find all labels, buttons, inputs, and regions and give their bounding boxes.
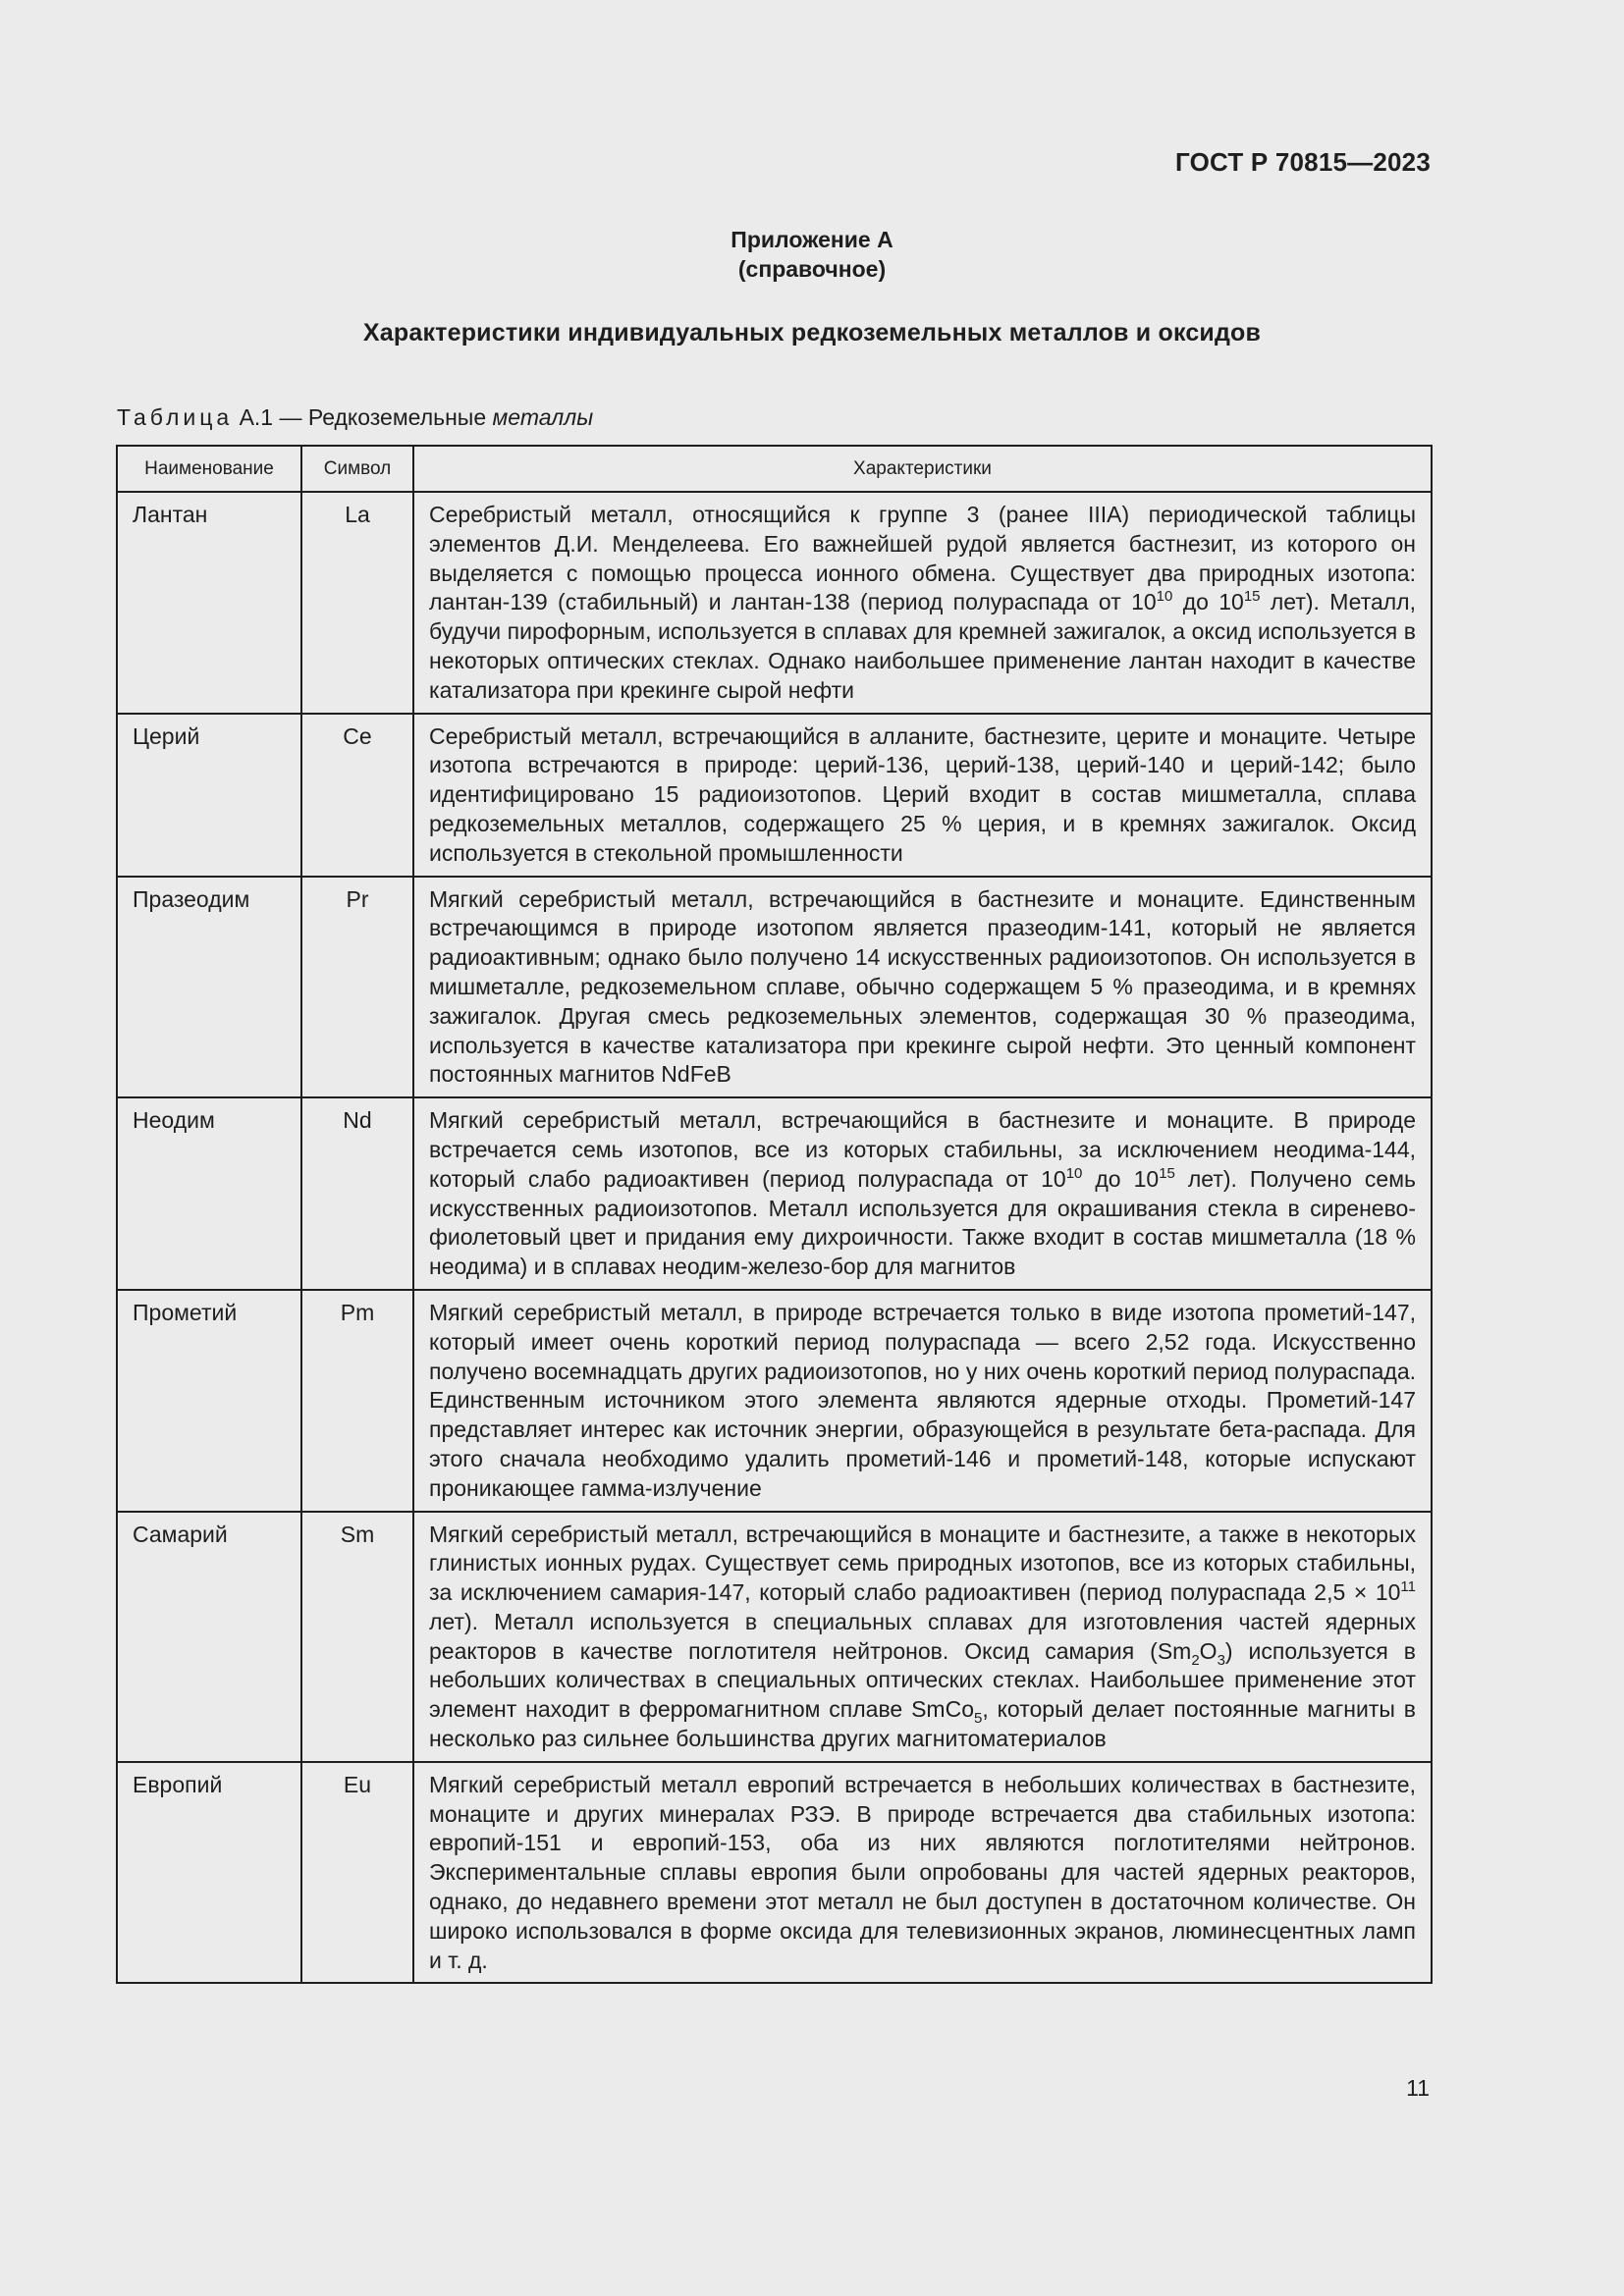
description-text: Мягкий серебристый металл, встречающийся в монаците и бастнезите, а также в некоторых глинистых ионных рудах. Существует семь природных изотопов, все из которых стабильны, за исключением самария-147, который слабо радиоактивен (период полураспада 2,5 × 10 bbox=[429, 1521, 1416, 1606]
element-name: Европий bbox=[117, 1762, 301, 1984]
superscript: 10 bbox=[1156, 588, 1173, 606]
appendix-subtitle: (справочное) bbox=[737, 256, 887, 282]
superscript: 11 bbox=[1400, 1578, 1416, 1596]
element-description: Серебристый металл, встречающийся в алланите, бастнезите, церите и монаците. Четыре изотопа встречаются в природе: церий-136, церий-138, церий-140 и церий-142; было идентифицировано 15 радиоизотопов. Церий входит в состав мишметалла, сплава редкоземельных металлов, содержащего 25 % церия, и в кремнях зажигалок. Оксид используется в стекольной промышленности bbox=[413, 714, 1432, 877]
element-symbol: Eu bbox=[301, 1762, 413, 1984]
table-row bbox=[117, 1512, 1432, 1762]
element-description bbox=[413, 1512, 1432, 1762]
table-header-row bbox=[117, 446, 1432, 492]
description-text: лет). Металл, будучи пирофорным, используется в сплавах для кремней зажигалок, а оксид используется в некоторых оптических стеклах. Однако наибольшее применение лантан находит в качестве катализатора при крекинге сырой нефти bbox=[429, 589, 1416, 703]
subscript: 5 bbox=[974, 1710, 983, 1728]
element-symbol: Pm bbox=[301, 1290, 413, 1512]
description-text: ) используется в небольших количествах в специальных оптических стеклах. Наибольшее применение этот элемент находит в ферромагнитном сплаве SmCo bbox=[429, 1637, 1416, 1723]
column-header-characteristics: Характеристики bbox=[413, 446, 1432, 492]
element-symbol: Sm bbox=[301, 1512, 413, 1762]
element-name: Прометий bbox=[117, 1290, 301, 1512]
description-text: лет). Получено семь искусственных радиоизотопов. Металл используется для окрашивания стекла в сиренево-фиолетовый цвет и придания ему дихроичности. Также входит в состав мишметалла (18 % неодима) и в сплавах неодим-железо-бор для магнитов bbox=[429, 1165, 1416, 1280]
description-text: до 10 bbox=[1082, 1165, 1160, 1192]
superscript: 10 bbox=[1065, 1164, 1083, 1182]
table-row bbox=[117, 877, 1432, 1098]
superscript: 15 bbox=[1243, 588, 1261, 606]
description-text: лет). Металл используется в специальных сплавах для изготовления частей ядерных реакторов в качестве поглотителя нейтронов. Оксид самария (Sm bbox=[429, 1608, 1416, 1664]
description-text: , который делает постоянные магниты в несколько раз сильнее большинства других магнитоматериалов bbox=[429, 1696, 1416, 1752]
element-name: Лантан bbox=[117, 492, 301, 714]
description-text: O bbox=[1199, 1637, 1218, 1664]
document-code: ГОСТ Р 70815—2023 bbox=[1175, 147, 1431, 177]
element-description bbox=[413, 492, 1432, 714]
subscript: 2 bbox=[1191, 1651, 1200, 1669]
element-symbol: Ce bbox=[301, 714, 413, 877]
description-text: до 10 bbox=[1172, 589, 1244, 615]
table-row bbox=[117, 1097, 1432, 1290]
description-text: Серебристый металл, относящийся к группе 3 (ранее IIIA) периодической таблицы элементов Д.И. Менделеева. Его важнейшей рудой является бастнезит, из которого он выделяется с помощью процесса ионного обмена. Существует два природных изотопа: лантан-139 (стабильный) и лантан-138 (период полураспада от 10 bbox=[429, 502, 1416, 615]
element-name: Празеодим bbox=[117, 877, 301, 1098]
table-caption-number: А.1 — Редкоземельные bbox=[233, 404, 493, 430]
table-row bbox=[117, 1290, 1432, 1512]
appendix-title: Приложение А bbox=[731, 227, 893, 252]
element-description bbox=[413, 1097, 1432, 1290]
column-header-name: Наименование bbox=[117, 446, 301, 492]
table-row bbox=[117, 492, 1432, 714]
subscript: 3 bbox=[1217, 1651, 1225, 1669]
section-title: Характеристики индивидуальных редкоземельных металлов и оксидов bbox=[362, 319, 1262, 347]
element-description: Мягкий серебристый металл, встречающийся в бастнезите и монаците. Единственным встречающимся в природе изотопом является празеодим-141, который не является радиоактивным; однако было получено 14 искусственных радиоизотопов. Он используется в мишметалле, редкоземельном сплаве, обычно содержащем 5 % празеодима, и в кремнях зажигалок. Другая смесь редкоземельных элементов, содержащая 30 % празеодима, используется в качестве катализатора при крекинге сырой нефти. Это ценный компонент постоянных магнитов NdFeB bbox=[413, 877, 1432, 1098]
table-caption-prefix: Таблица bbox=[117, 404, 234, 430]
element-description: Мягкий серебристый металл европий встречается в небольших количествах в бастнезите, монаците и других минералах РЗЭ. В природе встречается два стабильных изотопа: европий-151 и европий-153, оба из них являются поглотителями нейтронов. Экспериментальные сплавы европия были опробованы для частей ядерных реакторов, однако, до недавнего времени этот металл не был доступен в достаточном количестве. Он широко использовался в форме оксида для телевизионных экранов, люминесцентных ламп и т. д. bbox=[413, 1762, 1432, 1984]
table-caption-italic: металлы bbox=[492, 404, 594, 430]
rare-earth-metals-table bbox=[116, 445, 1433, 1984]
element-name: Самарий bbox=[117, 1512, 301, 1762]
table-row bbox=[117, 714, 1432, 877]
superscript: 15 bbox=[1159, 1164, 1175, 1182]
table-row bbox=[117, 1762, 1432, 1984]
element-symbol: Nd bbox=[301, 1097, 413, 1290]
element-name: Неодим bbox=[117, 1097, 301, 1290]
element-symbol: La bbox=[301, 492, 413, 714]
table-caption bbox=[117, 404, 593, 431]
page-number: 11 bbox=[1406, 2075, 1430, 2101]
column-header-symbol: Символ bbox=[301, 446, 413, 492]
description-text: Мягкий серебристый металл, встречающийся в бастнезите и монаците. В природе встречается семь изотопов, все из которых стабильны, за исключением неодима-144, который слабо радиоактивен (период полураспада от 10 bbox=[429, 1107, 1416, 1192]
element-description: Мягкий серебристый металл, в природе встречается только в виде изотопа прометий-147, который имеет очень короткий период полураспада — всего 2,52 года. Искусственно получено восемнадцать других радиоизотопов, но у них очень короткий период полураспада. Единственным источником этого элемента являются ядерные отходы. Прометий-147 представляет интерес как источник энергии, образующейся в результате бета-распада. Для этого сначала необходимо удалить прометий-146 и прометий-148, которые испускают проникающее гамма-излучение bbox=[413, 1290, 1432, 1512]
element-name: Церий bbox=[117, 714, 301, 877]
element-symbol: Pr bbox=[301, 877, 413, 1098]
